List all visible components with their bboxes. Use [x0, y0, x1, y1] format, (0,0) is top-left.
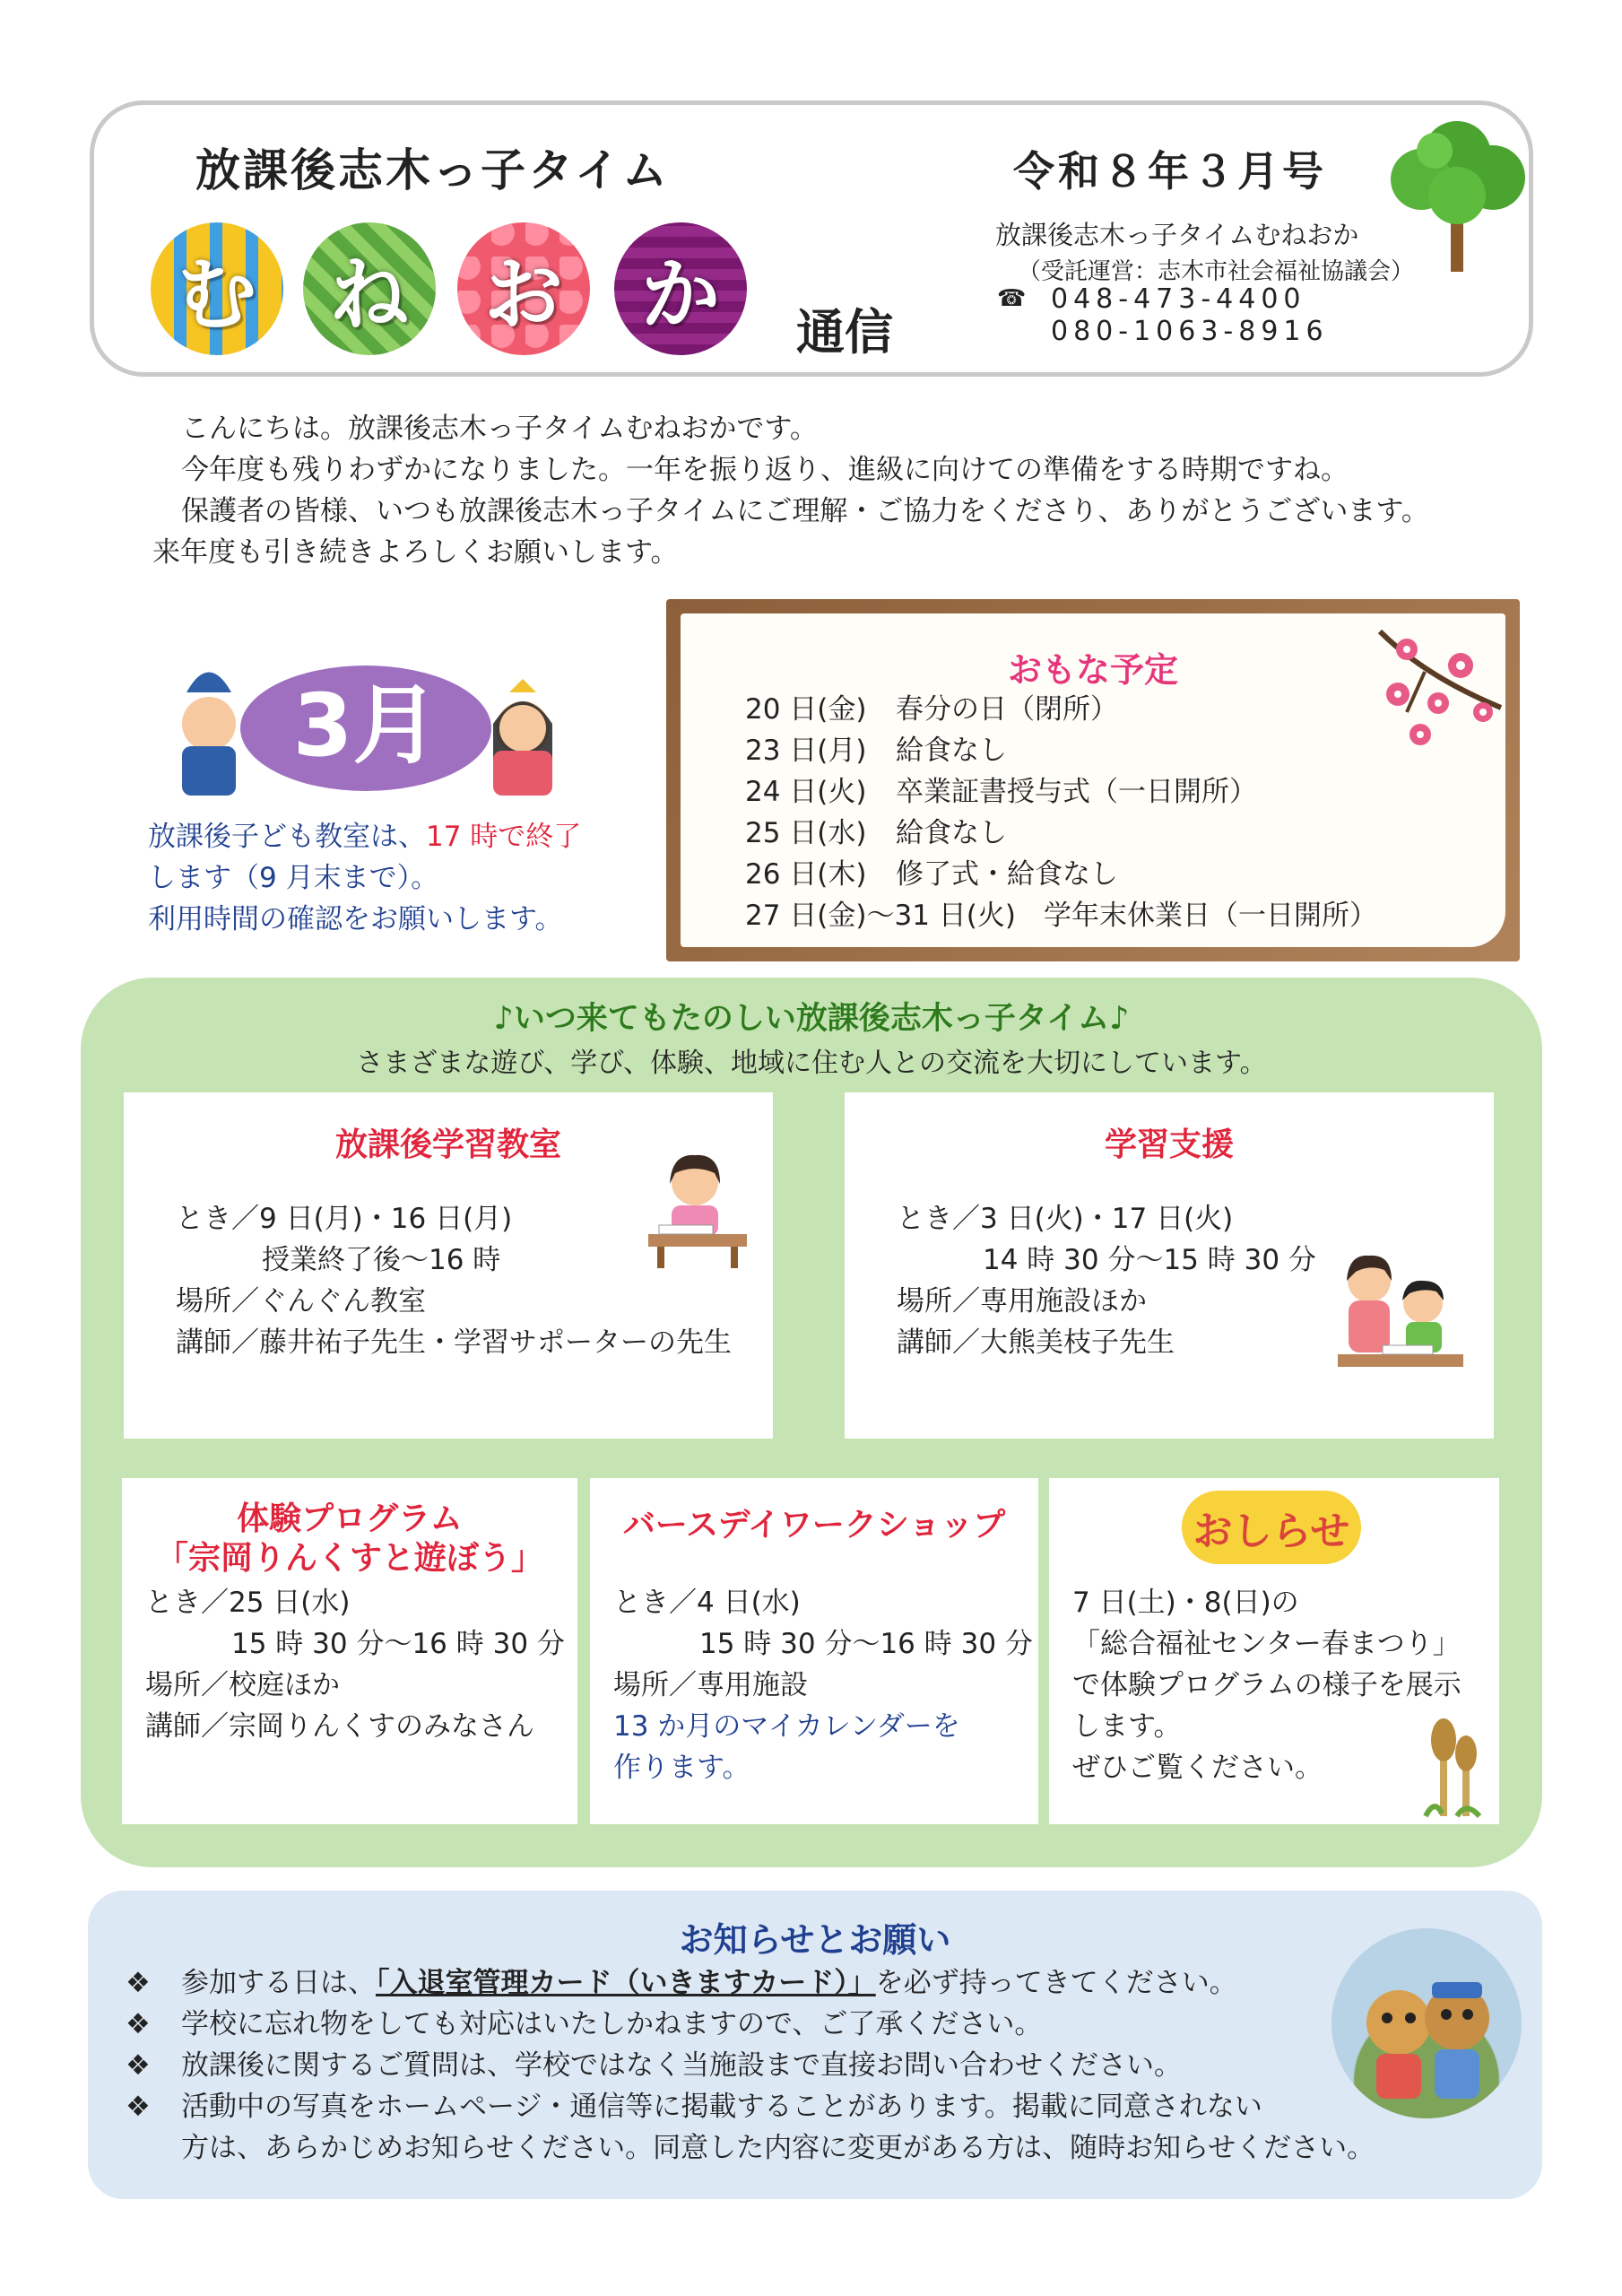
logo-char-ka: か: [614, 222, 747, 355]
schedule-board: [666, 599, 1520, 961]
card-body: とき／4 日(水) 15 時 30 分～16 時 30 分 場所／専用施設 13 か月のマイカレンダーを 作ります。: [613, 1587, 1033, 1784]
notice-item: ❖ 参加する日は、「入退室管理カード（いきますカード）」を必ず持ってきてください。: [126, 1967, 1237, 1999]
operator-note: （受託運営：志木市社会福祉協議会）: [1018, 258, 1415, 285]
logo-char-ne: ね: [303, 222, 436, 355]
card-study-class: [124, 1092, 773, 1439]
march-text-red: 17 時で終了: [426, 821, 582, 853]
plum-blossom-icon: [1371, 622, 1505, 748]
card-body: とき／9 日(月)・16 日(月) 授業終了後～16 時 場所／ぐんぐん教室 講師／藤井祐子先生・学習サポーターの先生: [176, 1203, 732, 1359]
notice-item: ❖ 学校に忘れ物をしても対応はいたしかねますので、ご了承ください。: [126, 2008, 1043, 2040]
intro-line: 保護者の皆様、いつも放課後志木っ子タイムにご理解・ご協力をくださり、ありがとうございます。: [181, 495, 1429, 527]
activities-subtitle: さまざまな遊び、学び、体験、地域に住む人との交流を大切にしています。: [356, 1048, 1267, 1079]
march-label: 3月: [292, 675, 439, 776]
studying-girl-icon: [639, 1146, 756, 1272]
intro-text: [154, 408, 1499, 573]
organization-title: 放課後志木っ子タイム: [195, 144, 670, 196]
schedule-row: 26 日(木) 修了式・給食なし: [745, 858, 1118, 891]
mascot-photo: [1331, 1928, 1522, 2118]
issue-date: 令和８年３月号: [1013, 147, 1327, 196]
card-title: 学習支援: [1104, 1126, 1234, 1163]
card-body: 7 日(土)・8(日)の 「総合福祉センター春まつり」 で体験プログラムの様子を展示 します。 ぜひご覧ください。: [1072, 1587, 1462, 1784]
notice-list: [126, 1962, 1381, 2169]
mascot-dolls-image: [1331, 1928, 1522, 2118]
card-learning-support: [845, 1092, 1494, 1439]
phone-icon: ☎: [997, 285, 1027, 312]
tutor-and-child-icon: [1329, 1245, 1472, 1388]
card-birthday-workshop: [590, 1478, 1038, 1824]
intro-line: 来年度も引き続きよろしくお願いします。: [152, 536, 679, 569]
schedule-row: 24 日(火) 卒業証書授与式（一日開所）: [745, 776, 1257, 808]
schedule-row: 23 日(月) 給食なし: [745, 735, 1007, 767]
march-text-c: 利用時間の確認をお願いします。: [148, 903, 563, 935]
intro-line: 今年度も残りわずかになりました。一年を振り返り、進級に向けての準備をする時期ですね。: [181, 454, 1349, 486]
card-title: 体験プログラム 「宗岡りんくすと遊ぼう」: [155, 1500, 543, 1577]
card-title: バースデイワークショップ: [622, 1507, 1006, 1544]
card-notice: [1049, 1478, 1499, 1824]
card-title: 放課後学習教室: [334, 1126, 561, 1163]
newsletter-label: 通信: [796, 304, 893, 361]
march-text-b: します（9 月末まで）。: [148, 862, 439, 894]
intro-line: こんにちは。放課後志木っ子タイムむねおかです。: [181, 413, 818, 445]
phone-number-1: 048-473-4400: [1051, 283, 1306, 315]
facility-name: 放課後志木っ子タイムむねおか: [995, 220, 1359, 250]
logo-char-mu: む: [151, 222, 283, 355]
march-text-a: 放課後子ども教室は、: [148, 821, 426, 853]
hina-dolls-illustration: [160, 639, 572, 800]
notice-title: お知らせとお願い: [679, 1920, 951, 1960]
notice-badge: おしらせ: [1182, 1491, 1361, 1564]
card-body: とき／3 日(火)・17 日(火) 14 時 30 分～15 時 30 分 場所／専用施設ほか 講師／大熊美枝子先生: [897, 1203, 1316, 1359]
schedule-row: 25 日(水) 給食なし: [745, 817, 1007, 849]
schedule-row: 20 日(金) 春分の日（閉所）: [745, 693, 1118, 726]
schedule-list: [745, 689, 1377, 936]
march-notice: [148, 816, 632, 940]
schedule-title: おもな予定: [1007, 650, 1178, 690]
tree-icon: [1381, 115, 1533, 276]
card-experience-program: [122, 1478, 577, 1824]
card-body: とき／25 日(水) 15 時 30 分～16 時 30 分 場所／校庭ほか 講師／宗岡りんくすのみなさん: [145, 1587, 565, 1743]
logo-char-o: お: [457, 222, 590, 355]
activities-title: ♪いつ来てもたのしい放課後志木っ子タイム♪: [493, 1001, 1130, 1037]
horsetail-sprout-icon: [1417, 1713, 1488, 1821]
phone-number-2: 080-1063-8916: [1051, 316, 1329, 347]
schedule-inner: [681, 613, 1505, 947]
notice-item: ❖ 放課後に関するご質問は、学校ではなく当施設まで直接お問い合わせください。: [126, 2049, 1182, 2082]
schedule-row: 27 日(金)～31 日(火) 学年末休業日（一日開所）: [745, 900, 1377, 932]
notice-item: ❖ 活動中の写真をホームページ・通信等に掲載することがあります。掲載に同意されない 方は、あらかじめお知らせください。同意した内容に変更がある方は、随時お知らせください。: [126, 2091, 1375, 2164]
